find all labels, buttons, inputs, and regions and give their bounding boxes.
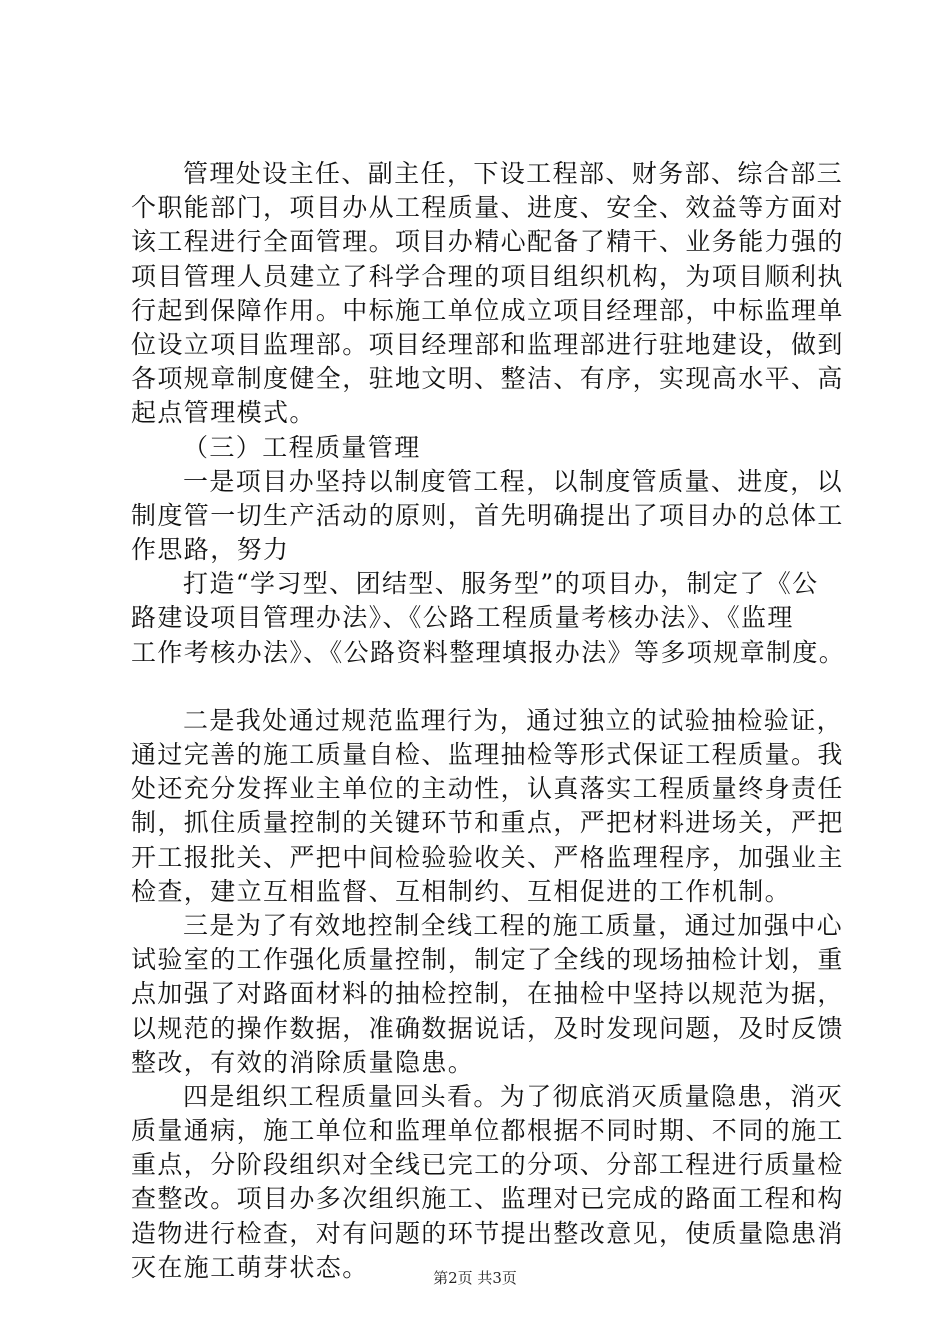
text-line: 重点，分阶段组织对全线已完工的分项、分部工程进行质量检: [131, 1150, 844, 1180]
text-line: 试验室的工作强化质量控制，制定了全线的现场抽检计划，重: [131, 945, 844, 975]
paragraph-gap: [131, 670, 851, 704]
text-line: 整改，有效的消除质量隐患。: [131, 1047, 475, 1077]
text-line: 个职能部门，项目办从工程质量、进度、安全、效益等方面对: [131, 193, 844, 223]
text-line: 灭在施工萌芽状态。: [131, 1252, 369, 1282]
text-line: 以规范的操作数据，准确数据说话，及时发现问题，及时反馈: [131, 1013, 844, 1043]
text-line: 质量通病，施工单位和监理单位都根据不同时期、不同的施工: [131, 1116, 844, 1146]
text-line: 查整改。项目办多次组织施工、监理对已完成的路面工程和构: [131, 1184, 844, 1214]
text-line: 三是为了有效地控制全线工程的施工质量，通过加强中心: [183, 910, 844, 940]
text-line: 作思路，努力: [131, 535, 290, 565]
page-number-footer: 第2页 共3页: [433, 1269, 517, 1287]
text-line: 管理处设主任、副主任，下设工程部、财务部、综合部三: [183, 159, 844, 188]
text-line: 项目管理人员建立了科学合理的项目组织机构，为项目顺利执: [131, 261, 844, 291]
text-line: 一是项目办坚持以制度管工程，以制度管质量、进度，以: [183, 466, 844, 496]
text-line: 开工报批关、严把中间检验验收关、严格监理程序，加强业主: [131, 842, 844, 872]
text-line: 检查，建立互相监督、互相制约、互相促进的工作机制。: [131, 876, 792, 906]
text-line: 通过完善的施工质量自检、监理抽检等形式保证工程质量。我: [131, 740, 844, 769]
section-heading: （三）工程质量管理: [183, 432, 421, 462]
text-line: 该工程进行全面管理。项目办精心配备了精干、业务能力强的: [131, 227, 844, 257]
text-line: 四是组织工程质量回头看。为了彻底消灭质量隐患，消灭: [183, 1081, 844, 1111]
document-body: [131, 157, 851, 1285]
text-line: 造物进行检查，对有问题的环节提出整改意见，使质量隐患消: [131, 1218, 844, 1248]
text-line: 制度管一切生产活动的原则，首先明确提出了项目办的总体工: [131, 500, 844, 530]
text-line: 起点管理模式。: [131, 398, 316, 428]
text-line: 工作考核办法》、《公路资料整理填报办法》等多项规章制度。: [131, 637, 846, 667]
text-line: 各项规章制度健全，驻地文明、整洁、有序，实现高水平、高: [131, 364, 844, 394]
text-line: 处还充分发挥业主单位的主动性，认真落实工程质量终身责任: [131, 774, 844, 804]
text-line: 打造“学习型、团结型、服务型”的项目办，制定了《公: [183, 569, 819, 599]
text-line: 路建设项目管理办法》、《公路工程质量考核办法》、《监理: [131, 603, 794, 633]
text-line: 点加强了对路面材料的抽检控制，在抽检中坚持以规范为据，: [131, 979, 844, 1009]
text-line: 二是我处通过规范监理行为，通过独立的试验抽检验证，: [183, 705, 844, 735]
text-line: 行起到保障作用。中标施工单位成立项目经理部，中标监理单: [131, 295, 844, 325]
text-line: 制，抓住质量控制的关键环节和重点，严把材料进场关，严把: [131, 808, 844, 838]
text-line: 位设立项目监理部。项目经理部和监理部进行驻地建设，做到: [131, 329, 844, 359]
